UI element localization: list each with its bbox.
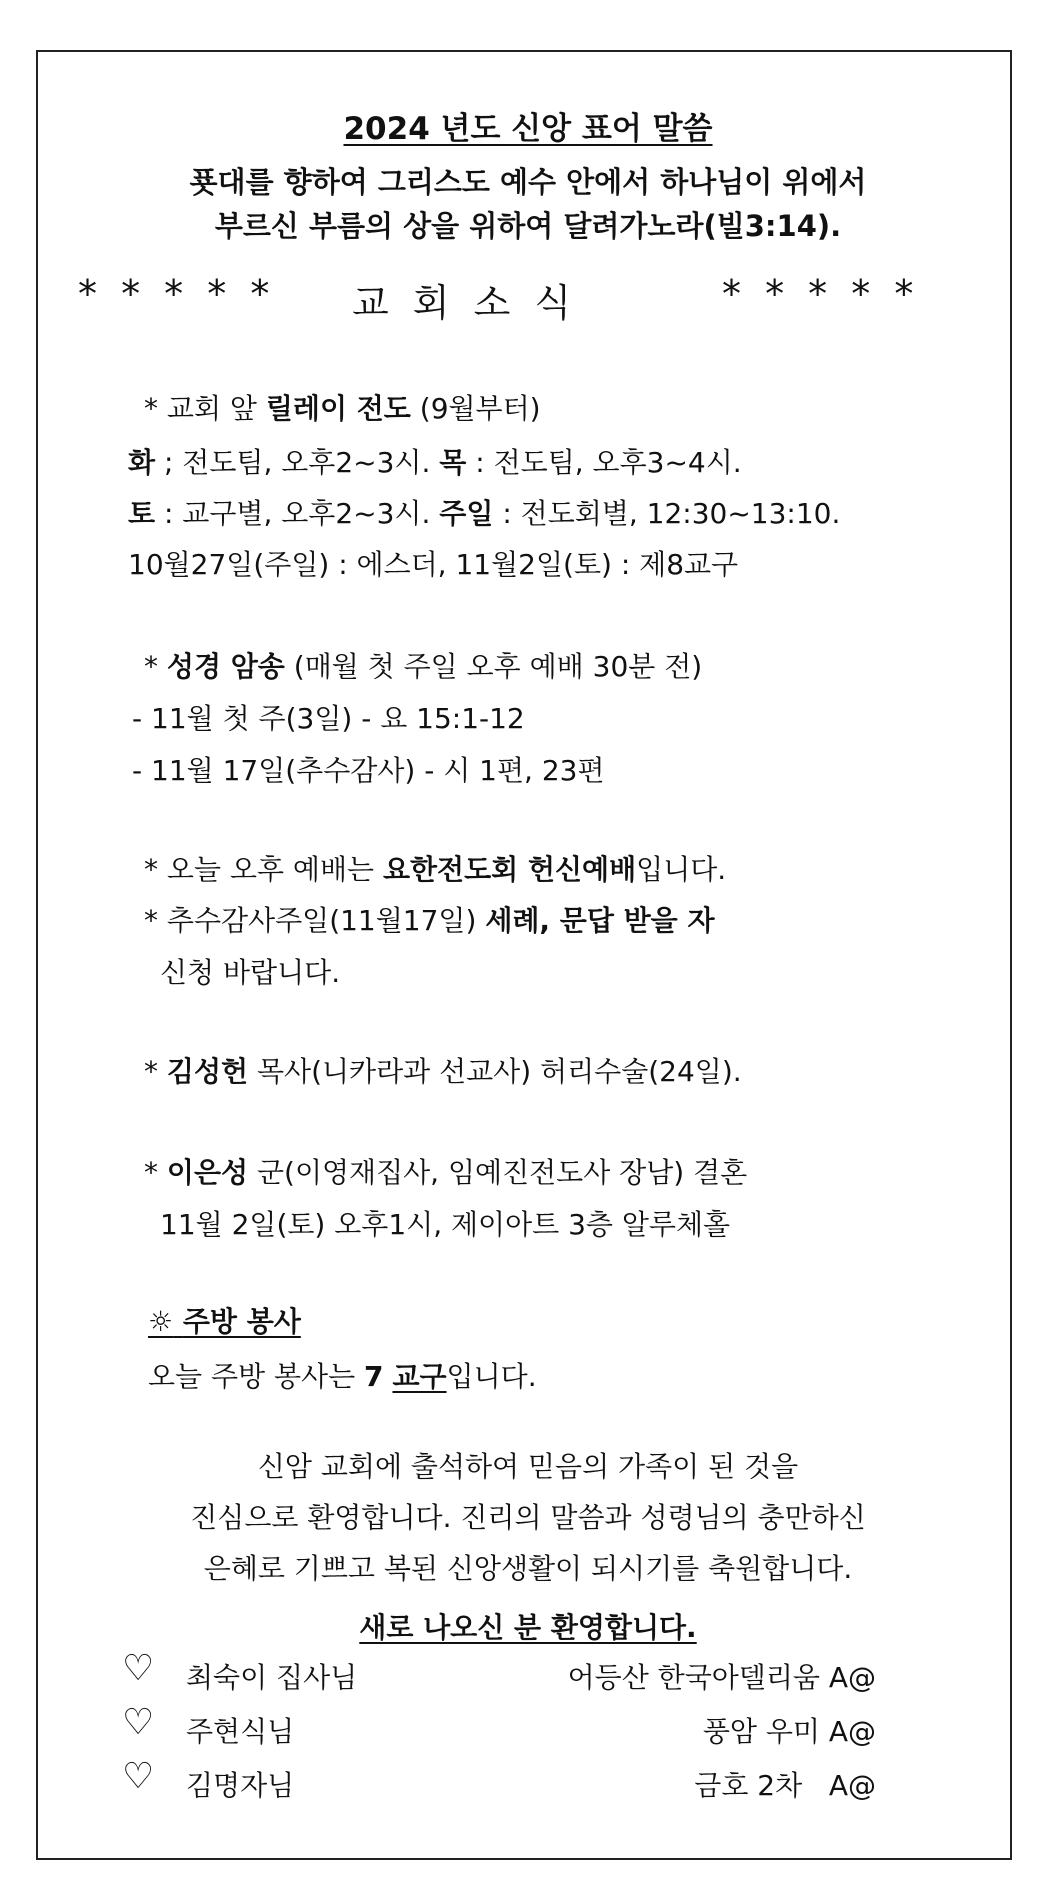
newcomer-name: 최숙이 집사님 — [186, 1661, 358, 1694]
memorize-item1: - 11월 첫 주(3일) - 요 15:1-12 — [132, 702, 525, 735]
relay-heading — [144, 387, 541, 427]
welcome-line2: 진심으로 환영합니다. 진리의 말씀과 성령님의 충만하신 — [190, 1501, 866, 1534]
newcomer-place: 금호 2차 A@ — [694, 1769, 876, 1802]
heart-icon: ♡ — [122, 1648, 155, 1689]
motto-verse-line2: 부르신 부름의 상을 위하여 달려가노라(빌3:14). — [214, 209, 842, 243]
relay-day-sat: 토 — [128, 497, 156, 530]
banner-title: 교 회 소 식 — [352, 281, 578, 325]
kitchen-line: 오늘 주방 봉사는 7 교구입니다. — [148, 1360, 537, 1393]
motto-title-text: 2024 년도 신앙 표어 말씀 — [343, 111, 713, 147]
relay-day-thu: 목 — [439, 446, 467, 479]
relay-title: 릴레이 전도 — [265, 392, 411, 425]
banner-stars-right: * * * * * — [722, 272, 920, 316]
welcome-line3: 은혜로 기쁘고 복된 신앙생활이 되시기를 축원합니다. — [203, 1552, 853, 1585]
heart-icon: ♡ — [122, 1756, 155, 1797]
newcomer-place: 어등산 한국아델리움 A@ — [567, 1661, 876, 1694]
kitchen-heading — [148, 1300, 301, 1340]
relay-line3: 10월27일(주일) : 에스더, 11월2일(토) : 제8교구 — [128, 548, 739, 581]
memorize-item2: - 11월 17일(추수감사) - 시 1편, 23편 — [132, 754, 605, 787]
memorize-title: 성경 암송 — [166, 650, 285, 683]
relay-day-tue: 화 — [128, 446, 156, 479]
relay-day-sun: 주일 — [439, 497, 494, 530]
newcomer-name: 김명자님 — [186, 1769, 295, 1802]
newcomer-name: 주현식님 — [186, 1715, 295, 1748]
newcomers-title: 새로 나오신 분 환영합니다. — [359, 1611, 697, 1644]
welcome-line1: 신암 교회에 출석하여 믿음의 가족이 된 것을 — [257, 1450, 799, 1483]
wedding-notice: * 이은성 군(이영재집사, 임예진전도사 장남) 결혼 — [144, 1156, 748, 1189]
baptism-notice: * 추수감사주일(11월17일) 세례, 문답 받을 자 — [144, 904, 715, 937]
baptism-line2: 신청 바랍니다. — [160, 956, 341, 989]
service-notice: * 오늘 오후 예배는 요한전도회 헌신예배입니다. — [144, 853, 727, 886]
memorize-heading: * 성경 암송 (매월 첫 주일 오후 예배 30분 전) — [144, 650, 703, 683]
newcomer-place: 풍암 우미 A@ — [702, 1715, 876, 1748]
kitchen-title: 주방 봉사 — [182, 1305, 301, 1338]
relay-line2: 토 : 교구별, 오후2~3시. 주일 : 전도회별, 12:30~13:10. — [128, 497, 841, 530]
relay-bullet: * 교회 앞 — [144, 392, 257, 425]
banner-stars-left: * * * * * — [78, 272, 276, 316]
motto-verse-line1: 푯대를 향하여 그리스도 예수 안에서 하나님이 위에서 — [189, 165, 867, 199]
heart-icon: ♡ — [122, 1702, 155, 1743]
sun-icon: ☼ — [148, 1305, 174, 1338]
relay-note: (9월부터) — [419, 392, 541, 425]
relay-line1: 화 ; 전도팀, 오후2~3시. 목 : 전도팀, 오후3~4시. — [128, 446, 742, 479]
motto-title — [0, 103, 1056, 148]
surgery-notice: * 김성헌 목사(니카라과 선교사) 허리수술(24일). — [144, 1055, 742, 1088]
wedding-line2: 11월 2일(토) 오후1시, 제이아트 3층 알루체홀 — [160, 1208, 731, 1241]
